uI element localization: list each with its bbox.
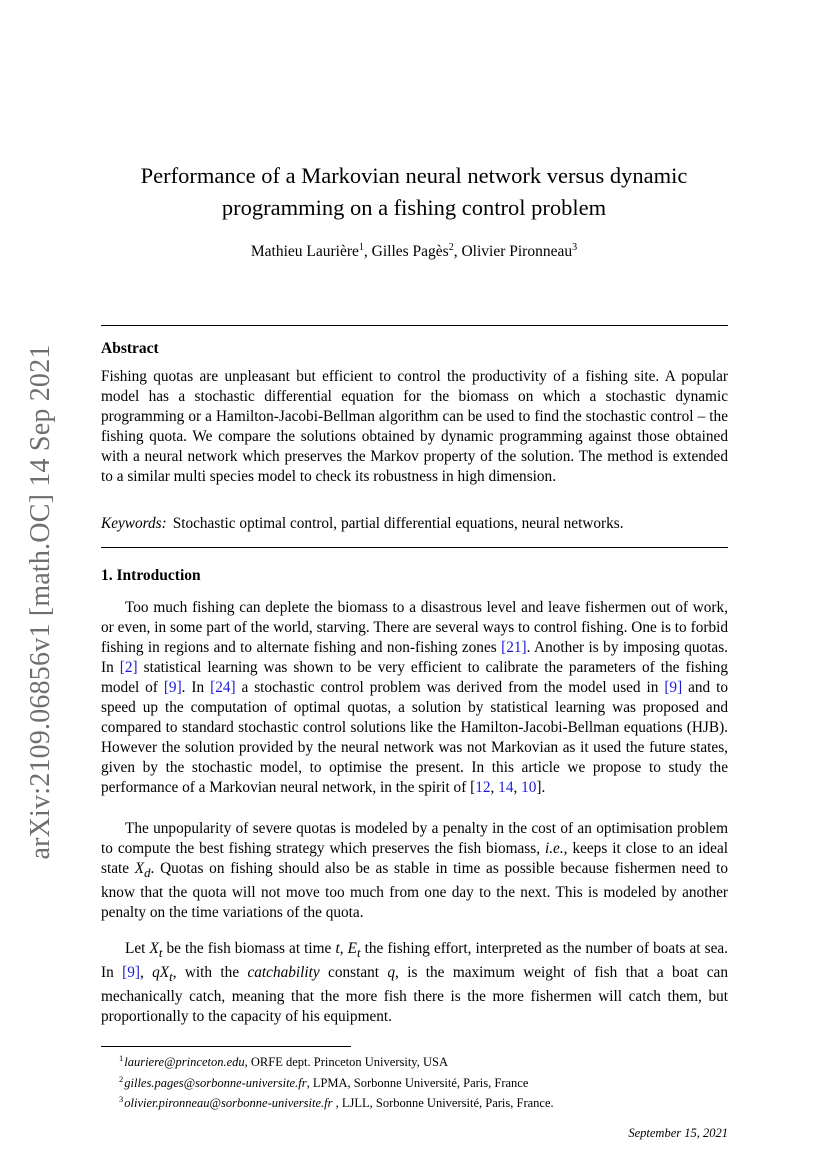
keywords-text: Stochastic optimal control, partial differential equations, neural networks. [172,515,624,532]
citation-link[interactable]: 12 [475,779,491,796]
text-run: . Another is by imposing quotas. In [101,639,728,676]
abstract-text: Fishing quotas are unpleasant but efficient to control the productivity of a fishing site. A popular model has a stochastic differential equation for the biomass on which a stochastic dynamic programming or a Hamilton-Jacobi-Bellman algorithm can be used to find the stochastic control – the fishing quota. We compare the solutions obtained by dynamic programming against those obtained with a neural network which preserves the Markov property of the solution. The method is extended to a similar multi species model to check its robustness in high dimension. [101,368,728,485]
math-subscript: t [158,946,163,961]
math-symbol: E [347,940,357,957]
text-run: a stochastic control problem was derived from the model used in [235,679,665,696]
text-run: , [490,779,499,796]
author-list: Mathieu Laurière$^1$, Gilles Pagès$^2$, Olivier Pironneau$^3$ [250,242,578,261]
text-run: , keeps it close to an ideal state [101,840,728,877]
citation-link[interactable]: [21] [501,639,527,656]
section-heading-introduction: 1. Introduction [101,567,201,584]
author-name: Mathieu Laurière [250,243,359,261]
author-affiliation-mark: 3 [572,242,578,253]
intro-paragraph-1 [101,598,728,798]
author-affiliation-mark: 2 [448,242,454,253]
footnote-text: , LPMA, Sorbonne Université, Paris, France [306,1075,529,1090]
author-affiliation-mark: 1 [358,242,364,253]
math-symbol: X [134,860,145,877]
footnote-email[interactable]: gilles.pages@sorbonne-universite.fr [124,1075,307,1090]
text-run: . In [181,679,211,696]
text-run: , is the maximum weight of fish that a boat can mechanically catch, meaning that the more fish there is the more fishermen will catch them, but proportionally to the capacity of his equipment. [101,964,728,1026]
arxiv-stamp-text: arXiv:2109.06856v1 [math.OC] 14 Sep 2021 [25,344,56,860]
footnote-mark: 2 [119,1073,124,1084]
footnote-mark: 3 [119,1094,124,1105]
abstract-top-rule [101,325,728,326]
author-name: Gilles Pagès [371,243,449,261]
footnote-text: , LJLL, Sorbonne Université, Paris, France. [332,1096,554,1111]
footnote-item [119,1091,739,1112]
intro-paragraph-2 [101,819,728,923]
paper-title: Performance of a Markovian neural network versus dynamic programming on a fishing control problem [140,163,688,220]
text-run-italic: catchability [247,964,320,982]
text-run: , with the [172,964,248,982]
math-subscript: t [169,970,173,985]
footnote-mark: 1 [119,1053,124,1063]
text-run: the fishing effort, interpreted as the number of boats at sea. In [101,940,728,982]
footnote-separator [101,1046,351,1047]
text-run-italic: i.e. [544,840,564,857]
footnote-email[interactable]: lauriere@princeton.edu [124,1055,245,1070]
footnotes [119,1050,739,1112]
math-symbol: qX [152,964,170,982]
text-run: statistical learning was shown to be very efficient to calibrate the parameters of the fishing model of [101,659,728,696]
footnote-email[interactable]: olivier.pironneau@sorbonne-universite.fr [124,1096,333,1111]
footnote-text: , ORFE dept. Princeton University, USA [244,1055,448,1070]
citation-link[interactable]: [9] [163,679,182,696]
footnote-item [119,1071,739,1092]
author-name: Olivier Pironneau [461,243,573,261]
text-run: ]. [536,779,546,796]
abstract-bottom-rule [101,547,728,548]
citation-link[interactable]: [24] [210,679,236,696]
text-run: , [139,964,153,982]
math-subscript: t [356,946,361,961]
keywords-line [101,515,728,533]
citation-link[interactable]: [9] [664,679,683,696]
keywords-label: Keywords: [101,515,167,532]
citation-link[interactable]: 10 [521,779,537,796]
math-symbol: t [335,940,340,957]
citation-link[interactable]: [9] [122,964,140,982]
intro-paragraph-3 [101,939,728,1027]
citation-link[interactable]: 14 [498,779,514,796]
math-symbol: q [387,964,396,982]
text-run: . Quotas on fishing should also be as stable in time as possible because fishermen need to know that the quota will not move too much from one day to the next. This is modeled by another penalty on the time variations of the quota. [101,860,728,922]
arxiv-identifier-stamp [0,0,70,1171]
math-subscript: d [144,866,151,881]
text-run: be the fish biomass at time [162,940,336,957]
footnote-item [119,1050,739,1071]
text-run: The unpopularity of severe quotas is modeled by a penalty in the cost of an optimisation problem to compute the best fishing strategy which preserves the fish biomass, [101,820,728,857]
math-symbol: X [149,940,159,957]
text-run: and to speed up the computation of optimal quotas, a solution by statistical learning was proposed and compared to standard stochastic control solutions like the Hamilton-Jacobi-Bellman equations (HJB). However the solution provided by the neural network was not Markovian as it used the future states, given by the stochastic model, to optimise the present. In this article we propose to study the performance of a Markovian neural network, in the spirit of [ [101,679,728,796]
text-run: , [339,940,348,957]
text-run: , [513,779,522,796]
citation-link[interactable]: [2] [119,659,138,676]
page-date: September 15, 2021 [628,1126,728,1140]
text-run: Too much fishing can deplete the biomass to a disastrous level and leave fishermen out of work, or even, in some part of the world, starving. There are several ways to control fishing. One is to forbid fishing in regions and to alternate fishing and non-fishing zones [101,599,728,656]
text-run: constant [319,964,388,982]
text-run: Let [125,940,150,957]
abstract-heading: Abstract [101,340,159,357]
